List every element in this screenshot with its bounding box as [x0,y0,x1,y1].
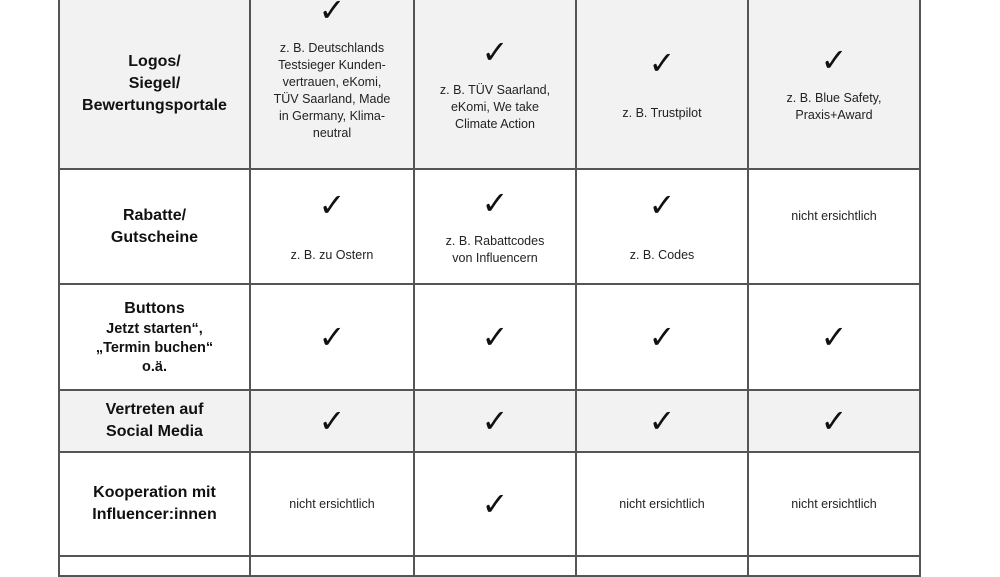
check-icon: ✓ [648,318,676,356]
table-cell [250,169,414,284]
cell-note: nicht ersichtlich [619,496,705,511]
cell-note: z. B. Trustpilot [622,105,702,120]
cell-note: z. B. Deutschlands Testsieger Kunden- vertrauen, eKomi, TÜV Saarland, Made in Germany, Klima- neutral [273,41,391,140]
comparison-table [58,0,921,577]
check-icon: ✓ [820,402,848,440]
check-icon: ✓ [481,318,509,356]
row-header-line: Vertreten auf [105,401,204,418]
table-cell [414,556,576,576]
row-header-line: Siegel/ [128,75,181,92]
table-cell [576,452,748,556]
check-icon: ✓ [318,402,346,440]
table-cell [250,556,414,576]
row-header-line: Buttons [124,299,185,317]
check-icon: ✓ [481,402,509,440]
table-cell [748,169,920,284]
table-cell [250,390,414,452]
row-header-line: Gutscheine [110,228,199,246]
table-row-social-media [59,390,920,452]
cell-note: nicht ersichtlich [791,209,877,223]
table-cell [59,556,250,576]
row-header-line: o.ä. [142,358,167,375]
check-icon: ✓ [318,0,346,29]
row-header-line: Social Media [106,423,203,440]
cell-note: z. B. Rabattcodes von Influencern [445,233,545,265]
row-header-line: Bewertungsportale [82,97,227,114]
check-icon: ✓ [648,43,676,82]
table-row-kooperation [59,452,920,556]
row-header-line: Influencer:innen [92,506,217,523]
table-cell [250,0,414,169]
check-icon: ✓ [481,32,509,71]
table-cell [748,556,920,576]
row-header-line: „Termin buchen“ [95,339,214,356]
row-header-line: Jetzt starten“, [106,320,203,337]
table-cell [250,284,414,390]
table-cell [414,0,576,169]
cell-note: nicht ersichtlich [289,496,375,511]
cell-note: nicht ersichtlich [791,496,877,511]
row-header [59,390,250,452]
table-cell [576,0,748,169]
row-header-line: Kooperation mit [93,484,216,501]
table-row-logos [59,0,920,169]
table-cell [414,169,576,284]
table-cell [576,284,748,390]
row-header [59,0,250,169]
check-icon: ✓ [820,318,848,356]
cell-note: z. B. Codes [629,248,695,262]
table-cell [748,390,920,452]
check-icon: ✓ [318,318,346,356]
cell-note: z. B. zu Ostern [290,248,374,262]
cell-note: z. B. Blue Safety, Praxis+Award [786,91,882,122]
table-cell [414,390,576,452]
table-cell [576,169,748,284]
table-cell [576,556,748,576]
check-icon: ✓ [481,485,509,523]
row-header [59,284,250,390]
table-cell [414,284,576,390]
table-cell [748,452,920,556]
table-row-rabatte [59,169,920,284]
table-cell [748,0,920,169]
row-header [59,452,250,556]
check-icon: ✓ [648,402,676,440]
check-icon: ✓ [820,41,848,79]
check-icon: ✓ [481,183,509,222]
check-icon: ✓ [318,186,346,224]
cell-note: z. B. TÜV Saarland, eKomi, We take Climate Action [439,82,551,131]
check-icon: ✓ [648,186,676,224]
row-header-line: Rabatte/ [122,206,187,224]
row-header-line: Logos/ [128,53,181,70]
table-row-buttons [59,284,920,390]
table-row-partial [59,556,920,576]
table-cell [414,452,576,556]
row-header [59,169,250,284]
table-cell [576,390,748,452]
table-cell [250,452,414,556]
table-cell [748,284,920,390]
